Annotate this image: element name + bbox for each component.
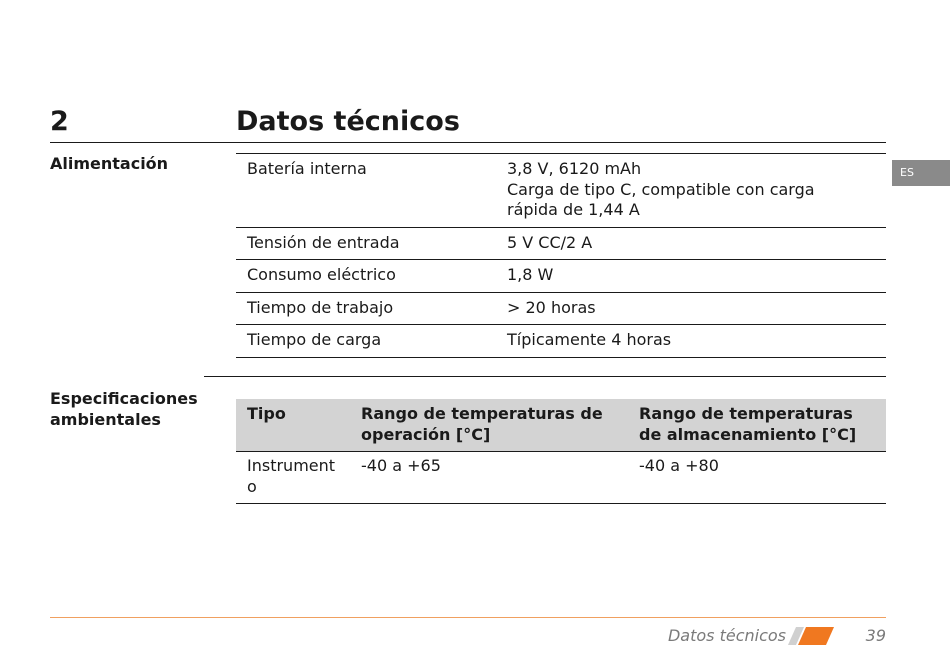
table-cell: -40 a +80	[639, 452, 886, 504]
spec-value: 5 V CC/2 A	[507, 227, 886, 260]
column-header: Tipo	[236, 399, 361, 452]
spec-value: > 20 horas	[507, 292, 886, 325]
table-row	[236, 325, 886, 358]
table-cell: Instrument o	[236, 452, 361, 504]
table-row	[236, 292, 886, 325]
chapter-number: 2	[50, 106, 69, 137]
spec-value: 3,8 V, 6120 mAh Carga de tipo C, compatible con carga rápida de 1,44 A	[507, 154, 886, 228]
spec-label: Tiempo de carga	[236, 325, 507, 358]
spec-label: Batería interna	[236, 154, 507, 228]
power-specs-table	[236, 153, 886, 358]
table-row	[236, 227, 886, 260]
page-number: 39	[865, 626, 886, 645]
page-title: Datos técnicos	[236, 106, 460, 137]
table-row	[236, 452, 886, 504]
footer-divider	[50, 617, 886, 618]
spec-value: Típicamente 4 horas	[507, 325, 886, 358]
table-cell: -40 a +65	[361, 452, 639, 504]
spec-label: Consumo eléctrico	[236, 260, 507, 293]
column-header: Rango de temperaturas de almacenamiento [°C]	[639, 399, 886, 452]
spec-value: 1,8 W	[507, 260, 886, 293]
table-row	[236, 154, 886, 228]
column-header: Rango de temperaturas de operación [°C]	[361, 399, 639, 452]
power-section-heading: Alimentación	[50, 154, 169, 173]
environment-specs-table	[236, 399, 886, 504]
spec-label: Tiempo de trabajo	[236, 292, 507, 325]
brand-stripe-icon	[788, 627, 836, 645]
table-header-row	[236, 399, 886, 452]
table-row	[236, 260, 886, 293]
footer-chapter-title: Datos técnicos	[667, 626, 786, 645]
language-tab: ES	[892, 160, 950, 186]
section-divider	[204, 376, 886, 377]
spec-label: Tensión de entrada	[236, 227, 507, 260]
environment-section-heading: Especificaciones ambientales	[50, 389, 198, 429]
title-divider	[50, 142, 886, 143]
